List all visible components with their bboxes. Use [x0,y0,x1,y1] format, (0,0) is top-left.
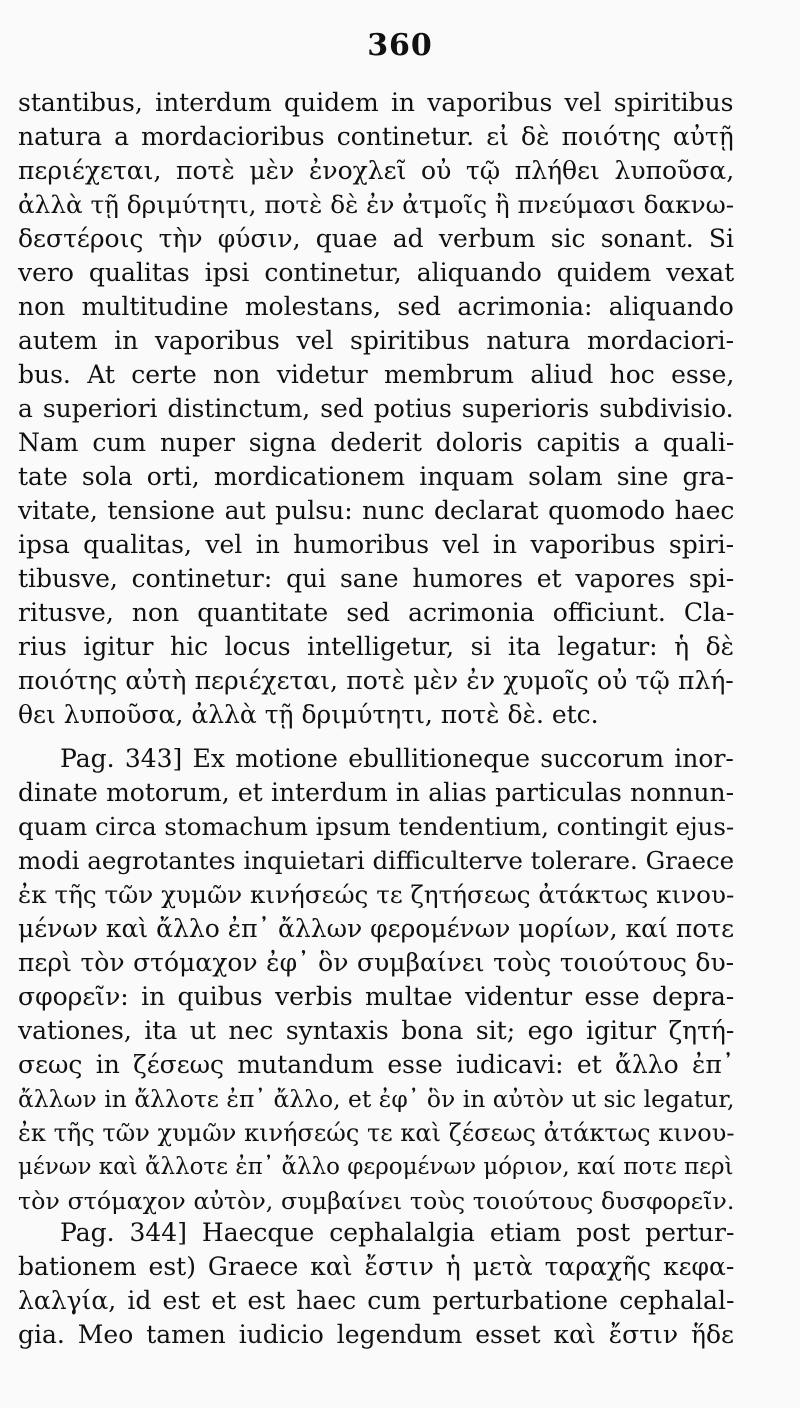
text-line: μένων καὶ ἄλλοτε ἐπ᾽ ἄλλο φερομένων μόριον, καί ποτε περὶ [18,1154,734,1180]
text-line: δεστέροις τὴν φύσιν, quae ad verbum sic sonant. Si [18,224,735,253]
text-line: vitate, tensione aut pulsu: nunc declarat quomodo haec [18,496,735,525]
text-line: bus. At certe non videtur membrum aliud hoc esse, [18,360,735,389]
text-line: Pag. 343] Ex motione ebullitioneque succorum inor- [60,744,734,773]
text-line: natura a mordacioribus continetur. εἰ δὲ ποιότης αὐτῇ [18,122,734,151]
text-line: ποιότης αὐτὴ περιέχεται, ποτὲ μὲν ἐν χυμοῖς οὐ τῷ πλή- [18,666,734,695]
text-line: modi aegrotantes inquietari difficulterve tolerare. Graece [18,846,735,875]
text-line: Pag. 344] Haecque cephalalgia etiam post pertur- [60,1218,735,1247]
text-line: ipsa qualitas, vel in humoribus vel in vaporibus spiri- [18,530,735,559]
text-line: vationes, ita ut nec syntaxis bona sit; ego igitur ζητή- [18,1016,735,1045]
page-number: 360 [367,28,433,63]
text-line: ἐκ τῆς τῶν χυμῶν κινήσεώς τε ζητήσεως ἀτάκτως κινου- [18,880,735,909]
text-line: non multitudine molestans, sed acrimonia: aliquando [18,292,734,321]
text-line: περὶ τὸν στόμαχον ἐφ᾽ ὃν συμβαίνει τοὺς τοιούτους δυ- [18,948,735,977]
text-line: vero qualitas ipsi continetur, aliquando quidem vexat [18,258,735,287]
text-line: bationem est) Graece καὶ ἔστιν ἡ μετὰ ταραχῆς κεφα- [18,1252,735,1281]
text-line: dinate motorum, et interdum in alias particulas nonnun- [18,778,735,807]
text-line: περιέχεται, ποτὲ μὲν ἐνοχλεῖ οὐ τῷ πλήθει λυποῦσα, [18,156,735,185]
text-line: autem in vaporibus vel spiritibus natura mordaciori- [18,326,735,355]
text-line: σεως in ζέσεως mutandum esse iudicavi: et ἄλλο ἐπ᾽ [18,1050,735,1079]
text-line: tate sola orti, mordicationem inquam solam sine gra- [18,462,734,491]
text-line: stantibus, interdum quidem in vaporibus vel spiritibus [18,88,734,117]
text-line: τὸν στόμαχον αὐτὸν, συμβαίνει τοὺς τοιούτους δυσφορεῖν. [18,1187,735,1215]
text-line: ἀλλὰ τῇ δριμύτητι, ποτὲ δὲ ἐν ἀτμοῖς ἢ πνεύμασι δακνω- [18,190,735,219]
text-line: λαλγία, id est et est haec cum perturbatione cephalal- [18,1286,735,1315]
text-line: Nam cum nuper signa dederit doloris capitis a quali- [18,428,735,457]
text-line: gia. Meo tamen iudicio legendum esset καὶ ἔστιν ἥδε [18,1320,734,1349]
text-line: ἐκ τῆς τῶν χυμῶν κινήσεώς τε καὶ ζέσεως ἀτάκτως κινου- [18,1119,735,1147]
text-line: rius igitur hic locus intelligetur, si ita legatur: ἡ δὲ [18,632,735,661]
text-line: ἄλλων in ἄλλοτε ἐπ᾽ ἄλλο, et ἐφ᾽ ὃν in αὐτὸν ut sic legatur, [18,1085,735,1113]
text-line: ritusve, non quantitate sed acrimonia officiunt. Cla- [18,598,735,627]
text-line: μένων καὶ ἄλλο ἐπ᾽ ἄλλων φερομένων μορίων, καί ποτε [18,914,735,943]
text-line: tibusve, continetur: qui sane humores et vapores spi- [18,564,735,593]
text-line: a superiori distinctum, sed potius superioris subdivisio. [18,394,734,423]
text-line: σφορεῖν: in quibus verbis multae videntur esse depra- [18,982,735,1011]
text-line: quam circa stomachum ipsum tendentium, contingit ejus- [18,812,735,841]
text-line: θει λυποῦσα, ἀλλὰ τῇ δριμύτητι, ποτὲ δὲ. etc. [18,700,599,729]
